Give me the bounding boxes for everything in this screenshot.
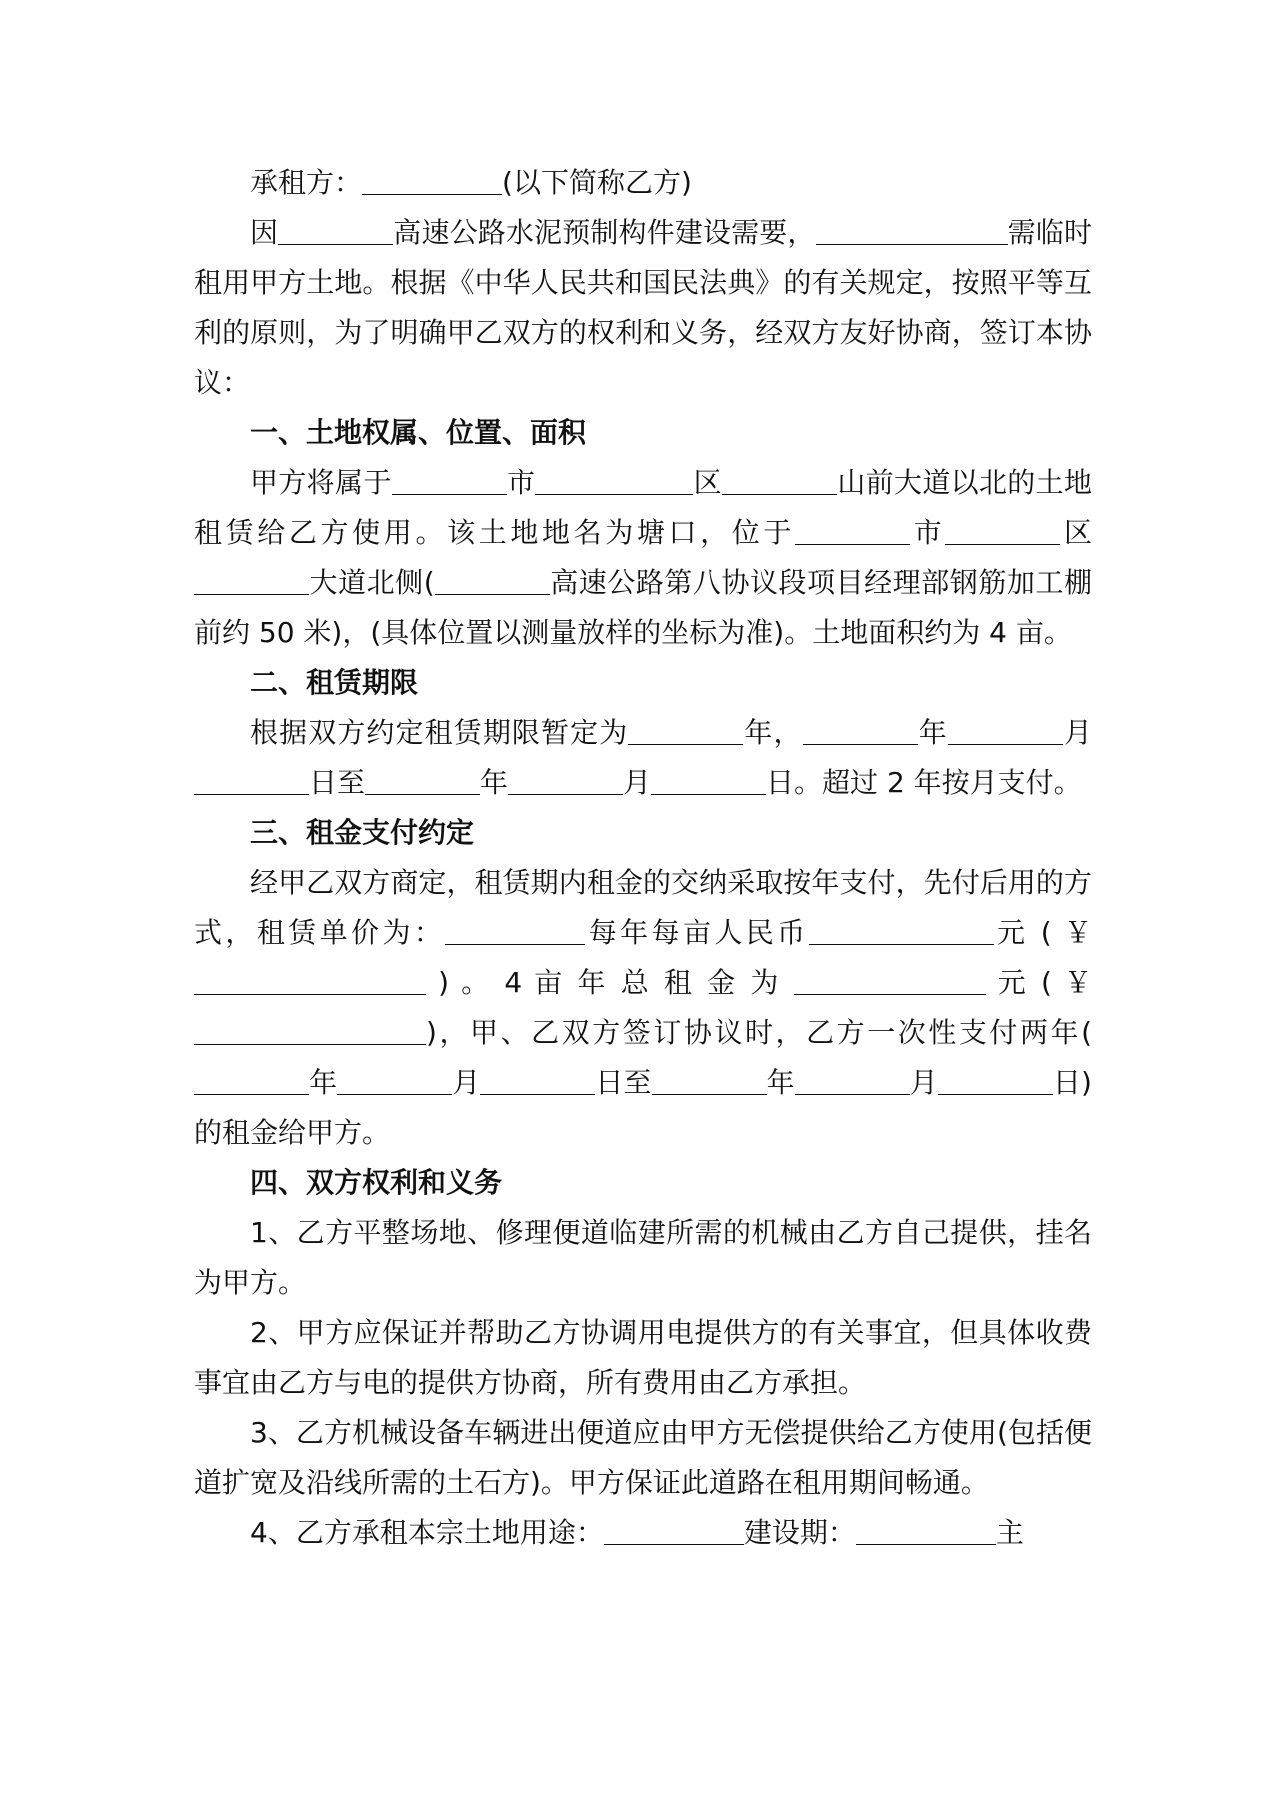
section1-paragraph bbox=[194, 458, 1092, 658]
clause-text: 高速公路第八协议段项目经理部钢筋加工棚前约 50 米)，(具体位置以测量放样的坐标为准)。土地面积约为 4 亩。 bbox=[194, 566, 1092, 649]
start-day-field[interactable] bbox=[194, 765, 309, 795]
clause-text: 年 bbox=[480, 766, 509, 799]
clause-text: 月 bbox=[452, 1066, 481, 1099]
document-body bbox=[194, 158, 1092, 1558]
clause-text: 区 bbox=[1060, 516, 1092, 549]
clause-text: 月 bbox=[623, 766, 652, 799]
pay-start-month-field[interactable] bbox=[337, 1065, 452, 1095]
pay-end-year-field[interactable] bbox=[652, 1065, 767, 1095]
clause-text: 元 ( ￥ bbox=[993, 916, 1092, 949]
end-year-field[interactable] bbox=[365, 765, 480, 795]
clause-text: 年， bbox=[743, 716, 803, 749]
end-month-field[interactable] bbox=[508, 765, 623, 795]
lessee-label: 承租方： bbox=[250, 166, 363, 199]
location-city-field[interactable] bbox=[795, 515, 910, 545]
start-month-field[interactable] bbox=[948, 715, 1063, 745]
end-day-field[interactable] bbox=[651, 765, 766, 795]
land-use-field[interactable] bbox=[604, 1515, 744, 1545]
unit-price-field[interactable] bbox=[445, 915, 585, 945]
section-title: 四、双方权利和义务 bbox=[250, 1166, 503, 1199]
highway-section-field[interactable] bbox=[435, 565, 550, 595]
clause-text: 元 ( ￥ bbox=[985, 966, 1092, 999]
pay-start-year-field[interactable] bbox=[194, 1065, 309, 1095]
intro-paragraph bbox=[194, 208, 1092, 408]
total-rent-yuan-field[interactable] bbox=[194, 1015, 426, 1045]
city-field[interactable] bbox=[392, 465, 507, 495]
clause-text: 月 bbox=[909, 1066, 938, 1099]
section4-item3: 3、乙方机械设备车辆进出便道应由甲方无偿提供给乙方使用(包括便道扩宽及沿线所需的土石方)。甲方保证此道路在租用期间畅通。 bbox=[194, 1416, 1092, 1499]
pay-end-month-field[interactable] bbox=[795, 1065, 910, 1095]
price-rmb-field[interactable] bbox=[809, 915, 994, 945]
clause-text: 主 bbox=[995, 1516, 1024, 1549]
clause-text: 4、乙方承租本宗土地用途： bbox=[250, 1516, 604, 1549]
price-yuan-field[interactable] bbox=[194, 965, 426, 995]
clause-text: 月 bbox=[1062, 716, 1092, 749]
section-title: 二、租赁期限 bbox=[250, 666, 419, 699]
pay-end-day-field[interactable] bbox=[938, 1065, 1053, 1095]
intro-text: 因 bbox=[250, 216, 279, 249]
clause-text: 根据双方约定租赁期限暂定为 bbox=[250, 716, 629, 749]
lessee-name-field[interactable] bbox=[362, 165, 502, 195]
clause-text: 日至 bbox=[309, 766, 366, 799]
road-field[interactable] bbox=[722, 465, 837, 495]
clause-text: 日至 bbox=[595, 1066, 652, 1099]
lessee-line bbox=[194, 158, 1092, 208]
clause-text: 年 bbox=[766, 1066, 795, 1099]
clause-text: 市 bbox=[910, 516, 946, 549]
start-year-field[interactable] bbox=[803, 715, 918, 745]
avenue-field[interactable] bbox=[194, 565, 309, 595]
section4-item4 bbox=[194, 1508, 1092, 1558]
section3-paragraph bbox=[194, 858, 1092, 1158]
lessee-suffix: (以下简称乙方) bbox=[502, 166, 692, 199]
clause-text: 年 bbox=[309, 1066, 338, 1099]
clause-text: 日。超过 2 年按月支付。 bbox=[766, 766, 1082, 799]
clause-text: )，甲、乙双方签订协议时，乙方一次性支付两年( bbox=[426, 1016, 1092, 1049]
total-rent-field[interactable] bbox=[794, 965, 986, 995]
clause-text: 区 bbox=[693, 466, 722, 499]
clause-text: 日)的租金给甲方。 bbox=[194, 1066, 1092, 1149]
clause-text: 经甲乙双方商定，租赁期内租金的交纳采取按年支付，先付后用的方式，租赁单价为： bbox=[194, 866, 1092, 949]
clause-text: 甲方将属于 bbox=[250, 466, 392, 499]
district-field[interactable] bbox=[535, 465, 693, 495]
pay-start-day-field[interactable] bbox=[480, 1065, 595, 1095]
highway-name-field[interactable] bbox=[278, 215, 393, 245]
clause-text: 山前大道以北的土地租赁给乙方使用。该土地地名为塘口，位于 bbox=[194, 466, 1092, 549]
section2-paragraph bbox=[194, 708, 1092, 808]
section-title: 一、土地权属、位置、面积 bbox=[250, 416, 587, 449]
clause-text: 大道北侧( bbox=[309, 566, 435, 599]
clause-text: 市 bbox=[506, 466, 536, 499]
clause-text: 年 bbox=[917, 716, 948, 749]
section4-item1: 1、乙方平整场地、修理便道临建所需的机械由乙方自己提供，挂名为甲方。 bbox=[194, 1216, 1092, 1299]
location-district-field[interactable] bbox=[945, 515, 1060, 545]
clause-text: 每年每亩人民币 bbox=[585, 916, 809, 949]
project-party-field[interactable] bbox=[816, 215, 1008, 245]
construction-period-field[interactable] bbox=[856, 1515, 996, 1545]
intro-text: 高速公路水泥预制构件建设需要， bbox=[393, 216, 816, 249]
intro-text: 需临时租用甲方土地。根据《中华人民共和国民法典》的有关规定，按照平等互利的原则，为了明确甲乙双方的权利和义务，经双方友好协商，签订本协议： bbox=[194, 216, 1092, 399]
section-title: 三、租金支付约定 bbox=[250, 816, 475, 849]
clause-text: ) 。 4 亩 年 总 租 金 为 bbox=[426, 966, 794, 999]
term-years-field[interactable] bbox=[628, 715, 743, 745]
section4-item2: 2、甲方应保证并帮助乙方协调用电提供方的有关事宜，但具体收费事宜由乙方与电的提供方协商，所有费用由乙方承担。 bbox=[194, 1316, 1092, 1399]
clause-text: 建设期： bbox=[743, 1516, 856, 1549]
